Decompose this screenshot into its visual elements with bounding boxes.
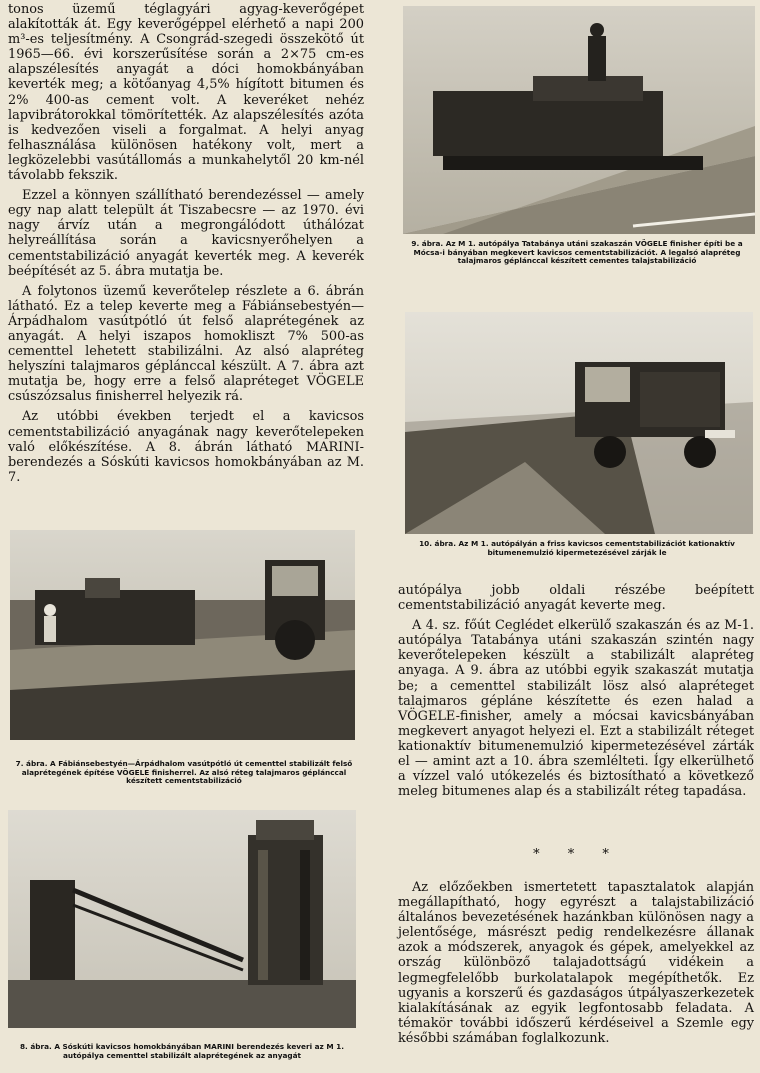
figure-10-caption: 10. ábra. Az M 1. autópályán a friss kavicsos cementstabilizációt kationaktív bitumenemulzió kipermetezésével zárják le xyxy=(419,539,735,557)
right-column xyxy=(398,583,754,799)
right-paragraph-3: Az előzőekben ismertetett tapasztalatok alapján megállapítható, hogy egyrészt a talajstabilizáció általános bevezetésének hazánkban különösen nagy a jelentősége, másrészt pedig rendelkezésre állanak azok a módszerek, anyagok és gépek, amelyekkel az ország különböző talajadottságú vidékein a legmegfelelőbb burkolatalapok megépíthetők. Ez ugyanis a korszerű és gazdaságos útpályaszerkezetek kialakításának az egyik legfontosabb feladata. A témakör további időszerű kérdéseivel a Szemle egy későbbi számában foglalkozunk. xyxy=(398,880,754,1046)
figure-9-photo xyxy=(403,6,755,234)
section-separator: * * * xyxy=(533,847,621,862)
left-paragraph-3: A folytonos üzemű keverőtelep részlete a 6. ábrán látható. Ez a telep keverte meg a Fábiánsebestyén—Árpádhalom vasútpótló út felső alaprétegének az anyagát. A helyi iszapos homokliszt 7% 500-as cementtel lehetett stabilizálni. Az alsó alapréteg helyszíni talajmaros géplánccal készült. A 7. ábra azt mutatja be, hogy erre a felső alapréteget VÖGELE csúszózsalus finisherrel helyezik rá. xyxy=(8,283,364,405)
left-paragraph-1: tonos üzemű téglagyári agyag-keverőgépet alakították át. Egy keverőgéppel elérhető a napi 200 m³-es teljesítmény. A Csongrád-szegedi összekötő út 1965—66. évi korszerűsítése során a 2×75 cm-es alapszélesítés anyagát a dóci homokbányában keverték meg; a kötőanyag 4,5% hígított bitumen és 2% 400-as cement volt. A keveréket nehéz lapvibrátorokkal tömörítették. Az alapszélesítés azóta is kedvezően viseli a forgalmat. A helyi anyag felhasználása különösen hatékony volt, mert a legközelebbi vasútállomás a munkahelytől 20 km-nél távolabb fekszik. xyxy=(8,2,364,184)
right-column-conclusion xyxy=(398,880,754,1046)
figure-10-photo xyxy=(405,312,753,534)
figure-7-caption: 7. ábra. A Fábiánsebestyén—Árpádhalom vasútpótló út cementtel stabilizált felső alaprétegének építése VÖGELE finisherrel. Az alsó réteg talajmaros géplánccal készített cementstabilizáció xyxy=(15,759,353,786)
left-column xyxy=(8,2,364,485)
figure-7-photo xyxy=(10,530,355,740)
figure-8-photo xyxy=(8,810,356,1028)
right-paragraph-1: autópálya jobb oldali részébe beépített cementstabilizáció anyagát keverte meg. xyxy=(398,583,754,614)
left-paragraph-4: Az utóbbi években terjedt el a kavicsos cementstabilizáció anyagának nagy keverőtelepeken való előkészítése. A 8. ábrán látható MARINI-berendezés a Sóskúti kavicsos homokbányában az M. 7. xyxy=(8,409,364,485)
figure-8-caption: 8. ábra. A Sóskúti kavicsos homokbányában MARINI berendezés keveri az M 1. autópálya cementtel stabilizált alaprétegének az anyagát xyxy=(19,1042,344,1060)
left-paragraph-2: Ezzel a könnyen szállítható berendezéssel — amely egy nap alatt települt át Tiszabecsre — az 1970. évi nagy árvíz után a megrongálódott úthálózat helyreállítása során a kavicsnyerőhelyen a cementstabilizáció anyagát keverték meg. A keverék beépítését az 5. ábra mutatja be. xyxy=(8,188,364,279)
right-paragraph-2: A 4. sz. főút Ceglédet elkerülő szakaszán és az M-1. autópálya Tatabánya utáni szakaszán szintén nagy keverőtelepeken készült a stabilizált alapréteg anyaga. A 9. ábra az utóbbi egyik szakaszát mutatja be; a cementtel stabilizált lösz alsó alapréteget talajmaros gépláne készítette és ezen halad a VÖGELE-finisher, amely a mócsai kavicsbányában megkevert anyagot helyezi el. Ezt a stabilizált réteget kationaktív bitumenemulzió kipermetezésével zárták el — amint azt a 10. ábra szemlélteti. Így elkerülhető a vízzel való utókezelés és biztosítható a következő meleg bitumenes alap és a stabilizált réteg tapadása. xyxy=(398,618,754,800)
figure-9-caption: 9. ábra. Az M 1. autópálya Tatabánya utáni szakaszán VÖGELE finisher építi be a Mócsa-i bányában megkevert kavicsos cementstabilizációt. A legalsó alapréteg talajmaros géplánccal készített cementes talajstabilizáció xyxy=(411,239,743,266)
